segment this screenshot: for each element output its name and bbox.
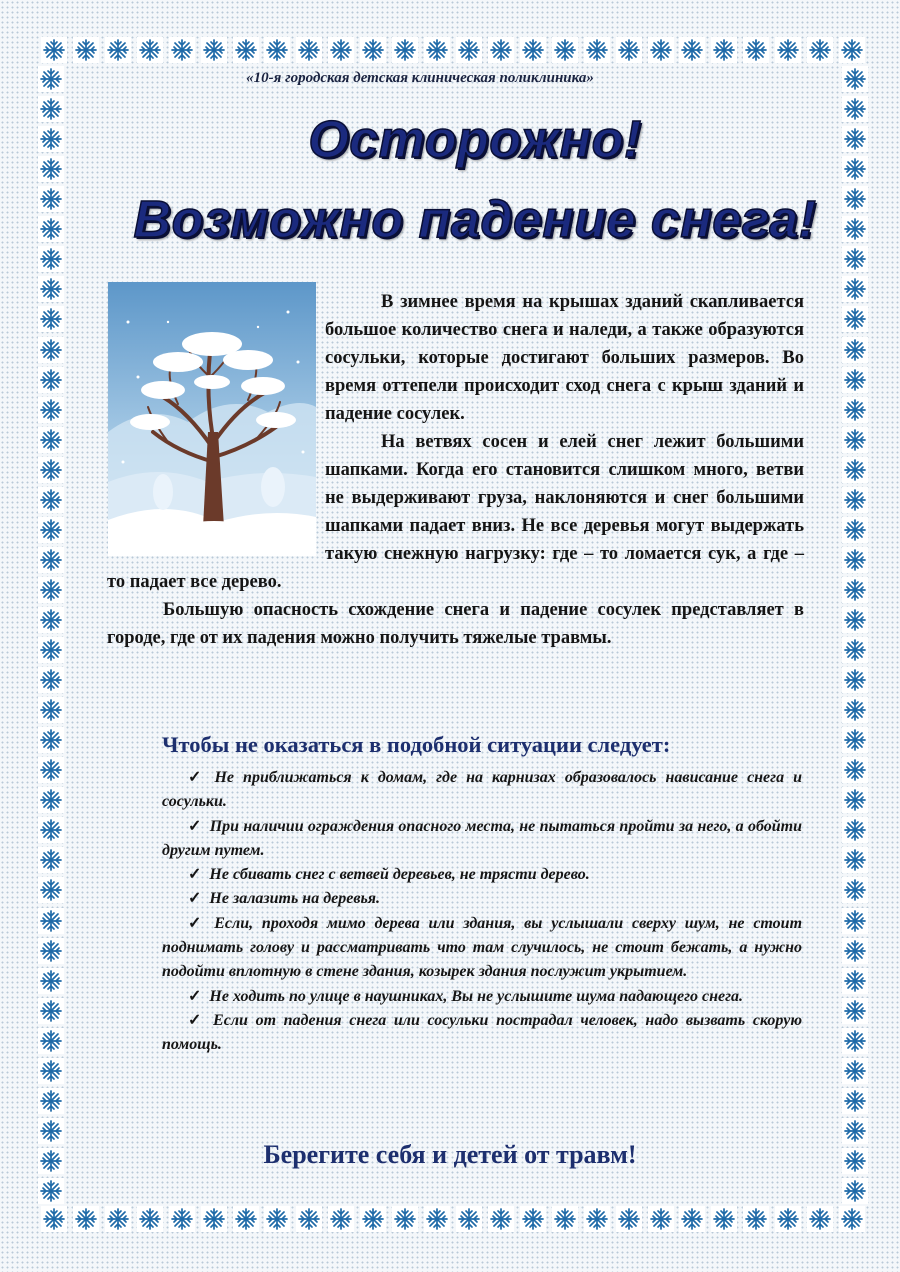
snowflake-icon bbox=[38, 607, 64, 633]
snowflake-icon bbox=[328, 1206, 354, 1232]
clinic-name: «10-я городская детская клиническая поликлиника» bbox=[246, 70, 594, 86]
snowflake-icon bbox=[842, 787, 868, 813]
snowflake-icon bbox=[807, 37, 833, 63]
snowflake-icon bbox=[328, 37, 354, 63]
snowflake-icon bbox=[648, 37, 674, 63]
snowflake-icon bbox=[520, 37, 546, 63]
snowflake-icon bbox=[842, 757, 868, 783]
snowflake-icon bbox=[679, 1206, 705, 1232]
snowflake-icon bbox=[842, 817, 868, 843]
snowflake-icon bbox=[38, 787, 64, 813]
snowflake-icon bbox=[842, 847, 868, 873]
safety-rule bbox=[162, 1009, 802, 1058]
snowflake-border-bottom bbox=[38, 1206, 868, 1232]
snowflake-icon bbox=[488, 1206, 514, 1232]
snowflake-icon bbox=[842, 306, 868, 332]
snowflake-icon bbox=[842, 637, 868, 663]
picture-space bbox=[107, 288, 325, 558]
snowflake-icon bbox=[424, 1206, 450, 1232]
snowflake-icon bbox=[842, 1178, 868, 1204]
snowflake-icon bbox=[38, 216, 64, 242]
checkmark-icon: ✓ bbox=[188, 987, 202, 1005]
snowflake-icon bbox=[38, 908, 64, 934]
checkmark-icon: ✓ bbox=[188, 890, 202, 908]
snowflake-icon bbox=[38, 517, 64, 543]
snowflake-icon bbox=[38, 457, 64, 483]
snowflake-icon bbox=[38, 66, 64, 92]
snowflake-icon bbox=[842, 877, 868, 903]
snowflake-icon bbox=[842, 517, 868, 543]
title-snow-fall: Возможно падение снега! bbox=[133, 191, 817, 249]
snowflake-icon bbox=[38, 397, 64, 423]
snowflake-border-top bbox=[38, 37, 868, 63]
snowflake-icon bbox=[137, 1206, 163, 1232]
snowflake-icon bbox=[842, 397, 868, 423]
snowflake-icon bbox=[38, 847, 64, 873]
safety-rule-text: Не приближаться к домам, где на карнизах образовалось нависание снега и сосульки. bbox=[162, 769, 803, 811]
snowflake-icon bbox=[360, 37, 386, 63]
snowflake-icon bbox=[38, 246, 64, 272]
snowflake-icon bbox=[392, 37, 418, 63]
snowflake-icon bbox=[137, 37, 163, 63]
snowflake-icon bbox=[105, 1206, 131, 1232]
snowflake-icon bbox=[38, 817, 64, 843]
snowflake-icon bbox=[233, 37, 259, 63]
snowflake-icon bbox=[38, 637, 64, 663]
snowflake-icon bbox=[73, 37, 99, 63]
snowflake-icon bbox=[842, 337, 868, 363]
snowflake-border-left bbox=[38, 64, 64, 1206]
snowflake-icon bbox=[842, 367, 868, 393]
snowflake-icon bbox=[842, 577, 868, 603]
snowflake-icon bbox=[38, 156, 64, 182]
snowflake-icon bbox=[38, 697, 64, 723]
snowflake-icon bbox=[38, 938, 64, 964]
snowflake-icon bbox=[38, 1148, 64, 1174]
snowflake-icon bbox=[201, 37, 227, 63]
snowflake-icon bbox=[839, 1206, 865, 1232]
paragraph-roofs: В зимнее время на крышах зданий скапливается большое количество снега и наледи, а также образуются сосульки, которые достигают больших размеров. Во время оттепели происходит сход снега с крыш зданий и падение сосулек. bbox=[325, 292, 804, 424]
snowflake-icon bbox=[456, 37, 482, 63]
snowflake-icon bbox=[169, 37, 195, 63]
snowflake-icon bbox=[264, 37, 290, 63]
snowflake-icon bbox=[807, 1206, 833, 1232]
snowflake-icon bbox=[842, 727, 868, 753]
snowflake-icon bbox=[552, 1206, 578, 1232]
snowflake-icon bbox=[38, 547, 64, 573]
snowflake-icon bbox=[842, 1148, 868, 1174]
snowflake-icon bbox=[38, 727, 64, 753]
snowflake-icon bbox=[41, 1206, 67, 1232]
safety-rule bbox=[162, 766, 802, 815]
snowflake-icon bbox=[711, 1206, 737, 1232]
snowflake-icon bbox=[842, 427, 868, 453]
snowflake-icon bbox=[38, 667, 64, 693]
snowflake-icon bbox=[38, 877, 64, 903]
snowflake-icon bbox=[842, 697, 868, 723]
footer-slogan: Берегите себя и детей от травм! bbox=[263, 1140, 637, 1169]
rules-heading: Чтобы не оказаться в подобной ситуации следует: bbox=[162, 732, 671, 757]
snowflake-icon bbox=[169, 1206, 195, 1232]
snowflake-icon bbox=[648, 1206, 674, 1232]
snowflake-icon bbox=[38, 1118, 64, 1144]
checkmark-icon: ✓ bbox=[188, 769, 207, 786]
safety-rule bbox=[162, 815, 802, 864]
snowflake-icon bbox=[38, 577, 64, 603]
snowflake-icon bbox=[456, 1206, 482, 1232]
safety-rule-text: При наличии ограждения опасного места, не пытаться пройти за него, а обойти другим путем. bbox=[162, 817, 802, 859]
safety-rule-text: Если от падения снега или сосульки пострадал человек, надо вызвать скорую помощь. bbox=[162, 1011, 802, 1054]
snowflake-icon bbox=[842, 66, 868, 92]
snowflake-icon bbox=[842, 968, 868, 994]
snowflake-icon bbox=[842, 667, 868, 693]
title-warning: Осторожно! bbox=[308, 111, 642, 169]
snowflake-icon bbox=[743, 37, 769, 63]
snowflake-icon bbox=[775, 1206, 801, 1232]
snowflake-icon bbox=[38, 367, 64, 393]
snowflake-icon bbox=[38, 487, 64, 513]
snowflake-icon bbox=[38, 1088, 64, 1114]
snowflake-icon bbox=[38, 337, 64, 363]
safety-rule-text: Не ходить по улице в наушниках, Вы не услышите шума падающего снега. bbox=[209, 987, 744, 1005]
snowflake-icon bbox=[842, 457, 868, 483]
safety-rule-text: Не сбивать снег с ветвей деревьев, не трясти дерево. bbox=[209, 866, 590, 884]
snowflake-icon bbox=[775, 37, 801, 63]
snowflake-icon bbox=[842, 1058, 868, 1084]
snowflake-icon bbox=[616, 37, 642, 63]
snowflake-icon bbox=[38, 96, 64, 122]
snowflake-icon bbox=[201, 1206, 227, 1232]
snowflake-icon bbox=[842, 246, 868, 272]
checkmark-icon: ✓ bbox=[188, 1011, 206, 1029]
snowflake-icon bbox=[842, 1118, 868, 1144]
checkmark-icon: ✓ bbox=[188, 817, 202, 835]
snowflake-icon bbox=[842, 1028, 868, 1054]
snowflake-icon bbox=[842, 998, 868, 1024]
snowflake-icon bbox=[488, 37, 514, 63]
snowflake-icon bbox=[38, 276, 64, 302]
snowflake-icon bbox=[584, 1206, 610, 1232]
snowflake-icon bbox=[38, 306, 64, 332]
snowflake-icon bbox=[38, 427, 64, 453]
checkmark-icon: ✓ bbox=[188, 914, 207, 932]
safety-rules-list bbox=[162, 766, 802, 1058]
safety-rule bbox=[162, 887, 802, 911]
snowflake-icon bbox=[584, 37, 610, 63]
snowflake-icon bbox=[842, 487, 868, 513]
snowflake-icon bbox=[711, 37, 737, 63]
safety-rule-text: Если, проходя мимо дерева или здания, вы услышали сверху шум, не стоит поднимать голову и рассматривать что там случилось, не стоит бежать, а нужно подойти вплотную в стене здания, козырек здания послужит укрытием. bbox=[162, 914, 803, 981]
snowflake-icon bbox=[38, 757, 64, 783]
checkmark-icon: ✓ bbox=[188, 866, 202, 884]
safety-rule bbox=[162, 985, 802, 1009]
snowflake-icon bbox=[842, 607, 868, 633]
safety-rule bbox=[162, 912, 802, 985]
snowflake-icon bbox=[38, 998, 64, 1024]
snowflake-icon bbox=[552, 37, 578, 63]
snowflake-icon bbox=[520, 1206, 546, 1232]
safety-rule bbox=[162, 863, 802, 887]
snowflake-icon bbox=[842, 1088, 868, 1114]
snowflake-icon bbox=[233, 1206, 259, 1232]
snowflake-icon bbox=[296, 37, 322, 63]
snowflake-icon bbox=[842, 908, 868, 934]
snowflake-icon bbox=[264, 1206, 290, 1232]
paragraph-city-danger: Большую опасность схождение снега и падение сосулек представляет в городе, где от их падения можно получить тяжелые травмы. bbox=[107, 600, 804, 648]
snowflake-icon bbox=[73, 1206, 99, 1232]
snowflake-icon bbox=[743, 1206, 769, 1232]
snowflake-icon bbox=[38, 186, 64, 212]
paragraph-trees: На ветвях сосен и елей снег лежит большими шапками. Когда его становится слишком много, ветви не выдерживают груза, наклоняются и снег большими шапками падает вниз. Не все деревья могут выдержать такую снежную нагрузку: где – то ломается сук, а где – то падает все дерево. bbox=[107, 432, 804, 592]
snowflake-icon bbox=[842, 276, 868, 302]
snowflake-icon bbox=[842, 938, 868, 964]
snowflake-icon bbox=[679, 37, 705, 63]
snowflake-icon bbox=[41, 37, 67, 63]
snowflake-icon bbox=[38, 1178, 64, 1204]
snowflake-icon bbox=[424, 37, 450, 63]
snowflake-icon bbox=[38, 126, 64, 152]
snowflake-icon bbox=[616, 1206, 642, 1232]
snowflake-icon bbox=[38, 968, 64, 994]
snowflake-icon bbox=[839, 37, 865, 63]
snowflake-icon bbox=[392, 1206, 418, 1232]
snowflake-icon bbox=[296, 1206, 322, 1232]
article-text bbox=[107, 288, 804, 652]
snowflake-icon bbox=[360, 1206, 386, 1232]
snowflake-icon bbox=[105, 37, 131, 63]
snowflake-icon bbox=[38, 1058, 64, 1084]
safety-rule-text: Не залазить на деревья. bbox=[209, 890, 381, 908]
snowflake-icon bbox=[38, 1028, 64, 1054]
snowflake-icon bbox=[842, 547, 868, 573]
